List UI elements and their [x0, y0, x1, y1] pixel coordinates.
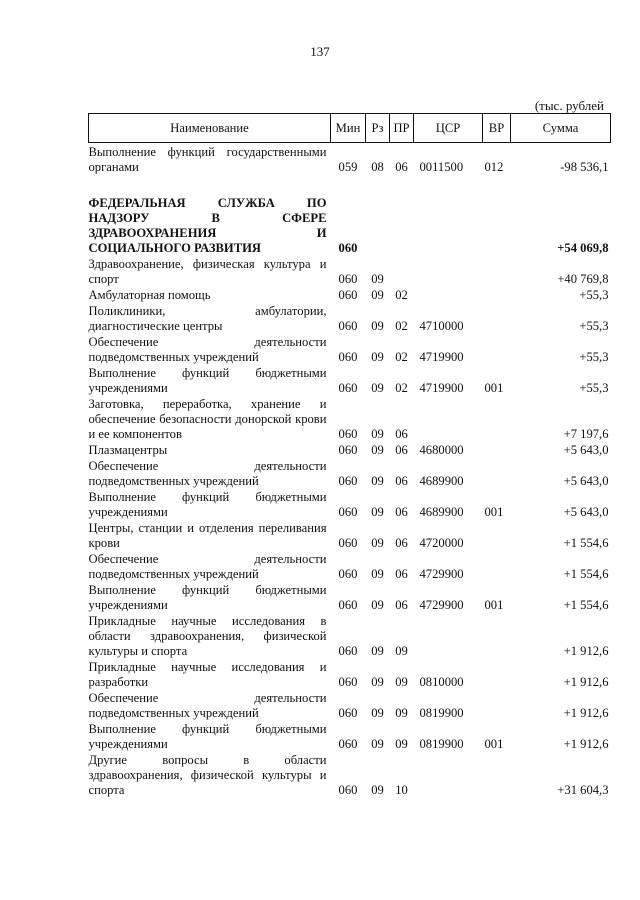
- table-row: [89, 691, 611, 722]
- cell-sum: +55,3: [579, 319, 609, 333]
- cell-vr: [483, 443, 511, 459]
- cell-rz: 09: [371, 644, 384, 658]
- cell-min: 060: [338, 319, 358, 333]
- table-row: [89, 143, 611, 177]
- cell-rz: 09: [371, 272, 384, 286]
- cell-rz: 08: [371, 160, 384, 174]
- cell-sum: +55,3: [579, 288, 609, 302]
- cell-csr: [414, 614, 483, 660]
- cell-rz: 09: [371, 675, 384, 689]
- cell-rz: 09: [371, 706, 384, 720]
- cell-min: 060: [338, 443, 358, 457]
- cell-pr: 06: [395, 474, 408, 488]
- cell-vr: [483, 288, 511, 304]
- cell-csr: 0819900: [419, 737, 464, 751]
- cell-csr: [414, 753, 483, 799]
- table-row: [89, 176, 611, 257]
- cell-csr: 4680000: [419, 443, 464, 457]
- cell-csr: [414, 257, 483, 288]
- cell-vr: [483, 304, 511, 335]
- cell-name: Выполнение функций бюджетными учреждениями: [88, 583, 327, 612]
- table-row: [89, 335, 611, 366]
- cell-vr: [483, 753, 511, 799]
- cell-sum: +31 604,3: [557, 783, 609, 797]
- cell-csr: 0819900: [419, 706, 464, 720]
- table-row: [89, 288, 611, 304]
- column-header-pr: ПР: [390, 114, 414, 143]
- table-row: [89, 521, 611, 552]
- cell-sum: +55,3: [579, 350, 609, 364]
- cell-csr: 4729900: [419, 598, 464, 612]
- cell-vr: 001: [484, 505, 504, 519]
- cell-rz: 09: [371, 536, 384, 550]
- cell-name: Обеспечение деятельности подведомственных учреждений: [88, 691, 327, 720]
- cell-min: 060: [338, 272, 358, 286]
- table-row: [89, 722, 611, 753]
- cell-csr: 4729900: [419, 567, 464, 581]
- cell-rz: 09: [371, 381, 384, 395]
- cell-min: 060: [338, 288, 358, 302]
- cell-vr: [483, 335, 511, 366]
- cell-rz: 09: [371, 319, 384, 333]
- cell-vr: [483, 614, 511, 660]
- cell-min: 060: [338, 783, 358, 797]
- cell-name: Выполнение функций бюджетными учреждениями: [88, 366, 327, 395]
- cell-name: Обеспечение деятельности подведомственных учреждений: [88, 335, 327, 364]
- cell-vr: [483, 552, 511, 583]
- cell-name: Центры, станции и отделения переливания крови: [88, 521, 327, 550]
- cell-rz: 09: [371, 598, 384, 612]
- cell-rz: 09: [371, 505, 384, 519]
- cell-min: 060: [338, 598, 358, 612]
- cell-min: 060: [338, 567, 358, 581]
- cell-min: 060: [338, 381, 358, 395]
- cell-pr: 02: [395, 288, 408, 302]
- cell-csr: [414, 176, 483, 257]
- cell-sum: +1 554,6: [563, 598, 609, 612]
- cell-pr: 09: [395, 644, 408, 658]
- cell-min: 060: [338, 241, 358, 255]
- cell-pr: 09: [395, 675, 408, 689]
- column-header-vr: ВР: [483, 114, 511, 143]
- budget-table: [88, 113, 611, 799]
- cell-rz: 09: [371, 737, 384, 751]
- cell-min: 059: [338, 160, 358, 174]
- cell-name: ФЕДЕРАЛЬНАЯ СЛУЖБА ПО НАДЗОРУ В СФЕРЕ ЗДРАВООХРАНЕНИЯ И СОЦИАЛЬНОГО РАЗВИТИЯ: [88, 196, 327, 255]
- cell-csr: 4689900: [419, 505, 464, 519]
- cell-vr: 001: [484, 381, 504, 395]
- table-row: [89, 490, 611, 521]
- cell-rz: [366, 176, 390, 257]
- cell-pr: 02: [395, 381, 408, 395]
- cell-pr: 06: [395, 598, 408, 612]
- column-header-name: Наименование: [89, 114, 331, 143]
- cell-min: 060: [338, 505, 358, 519]
- cell-name: Выполнение функций бюджетными учреждениями: [88, 490, 327, 519]
- table-row: [89, 552, 611, 583]
- cell-name: Здравоохранение, физическая культура и спорт: [88, 257, 327, 286]
- table-row: [89, 257, 611, 288]
- table-row: [89, 366, 611, 397]
- table-row: [89, 443, 611, 459]
- cell-sum: +5 643,0: [563, 474, 609, 488]
- cell-rz: 09: [371, 567, 384, 581]
- cell-min: 060: [338, 427, 358, 441]
- cell-vr: [483, 660, 511, 691]
- cell-pr: 02: [395, 319, 408, 333]
- cell-sum: +1 912,6: [563, 644, 609, 658]
- cell-pr: [390, 257, 414, 288]
- cell-csr: 4719900: [419, 381, 464, 395]
- cell-name: Выполнение функций бюджетными учреждениями: [88, 722, 327, 751]
- cell-sum: +1 912,6: [563, 706, 609, 720]
- cell-vr: 001: [484, 598, 504, 612]
- column-header-csr: ЦСР: [414, 114, 483, 143]
- cell-vr: [483, 397, 511, 443]
- table-row: [89, 459, 611, 490]
- units-note: (тыс. рублей: [534, 98, 604, 113]
- cell-min: 060: [338, 536, 358, 550]
- cell-pr: 06: [395, 536, 408, 550]
- cell-sum: +40 769,8: [557, 272, 609, 286]
- cell-min: 060: [338, 737, 358, 751]
- cell-rz: 09: [371, 350, 384, 364]
- cell-pr: 06: [395, 505, 408, 519]
- cell-name: Плазмацентры: [88, 443, 168, 457]
- cell-pr: [390, 176, 414, 257]
- cell-pr: 06: [395, 427, 408, 441]
- cell-sum: +1 912,6: [563, 675, 609, 689]
- cell-rz: 09: [371, 288, 384, 302]
- table-header: [89, 114, 611, 143]
- table-row: [89, 753, 611, 799]
- cell-csr: 4720000: [419, 536, 464, 550]
- cell-vr: [483, 691, 511, 722]
- cell-name: Поликлиники, амбулатории, диагностические центры: [88, 304, 327, 333]
- table-row: [89, 304, 611, 335]
- table-row: [89, 660, 611, 691]
- cell-vr: 001: [484, 737, 504, 751]
- cell-vr: [483, 521, 511, 552]
- cell-sum: +55,3: [579, 381, 609, 395]
- cell-pr: 02: [395, 350, 408, 364]
- cell-name: Прикладные научные исследования и разработки: [88, 660, 327, 689]
- cell-rz: 09: [371, 427, 384, 441]
- cell-sum: +1 554,6: [563, 567, 609, 581]
- cell-csr: 0011500: [419, 160, 464, 174]
- cell-name: Амбулаторная помощь: [88, 288, 211, 302]
- cell-pr: 06: [395, 567, 408, 581]
- cell-pr: 06: [395, 160, 408, 174]
- cell-sum: +5 643,0: [563, 505, 609, 519]
- cell-sum: +5 643,0: [563, 443, 609, 457]
- cell-csr: [414, 288, 483, 304]
- cell-name: Обеспечение деятельности подведомственных учреждений: [88, 552, 327, 581]
- cell-csr: 4719900: [419, 350, 464, 364]
- table-row: [89, 583, 611, 614]
- cell-pr: 06: [395, 443, 408, 457]
- cell-sum: +1 554,6: [563, 536, 609, 550]
- cell-name: Выполнение функций государственными органами: [88, 145, 327, 174]
- cell-csr: 4689900: [419, 474, 464, 488]
- cell-pr: 10: [395, 783, 408, 797]
- cell-name: Прикладные научные исследования в области здравоохранения, физической культуры и спорта: [88, 614, 327, 658]
- cell-vr: [483, 257, 511, 288]
- column-header-rz: Рз: [366, 114, 390, 143]
- cell-rz: 09: [371, 474, 384, 488]
- cell-min: 060: [338, 706, 358, 720]
- cell-pr: 09: [395, 737, 408, 751]
- table-row: [89, 614, 611, 660]
- cell-sum: +7 197,6: [563, 427, 609, 441]
- cell-vr: [483, 459, 511, 490]
- cell-csr: 0810000: [419, 675, 464, 689]
- cell-name: Обеспечение деятельности подведомственных учреждений: [88, 459, 327, 488]
- column-header-min: Мин: [331, 114, 366, 143]
- column-header-sum: Сумма: [511, 114, 611, 143]
- cell-vr: 012: [484, 160, 504, 174]
- cell-min: 060: [338, 675, 358, 689]
- cell-csr: [414, 397, 483, 443]
- cell-min: 060: [338, 474, 358, 488]
- cell-sum: -98 536,1: [560, 160, 609, 174]
- cell-rz: 09: [371, 443, 384, 457]
- cell-sum: +1 912,6: [563, 737, 609, 751]
- cell-name: Заготовка, переработка, хранение и обеспечение безопасности донорской крови и ее компонентов: [88, 397, 327, 441]
- cell-name: Другие вопросы в области здравоохранения, физической культуры и спорта: [88, 753, 327, 797]
- cell-min: 060: [338, 644, 358, 658]
- table-body: [89, 143, 611, 800]
- table-row: [89, 397, 611, 443]
- cell-csr: 4710000: [419, 319, 464, 333]
- cell-rz: 09: [371, 783, 384, 797]
- cell-min: 060: [338, 350, 358, 364]
- cell-sum: +54 069,8: [557, 241, 609, 255]
- cell-vr: [483, 176, 511, 257]
- cell-pr: 09: [395, 706, 408, 720]
- page-number: 137: [310, 44, 330, 59]
